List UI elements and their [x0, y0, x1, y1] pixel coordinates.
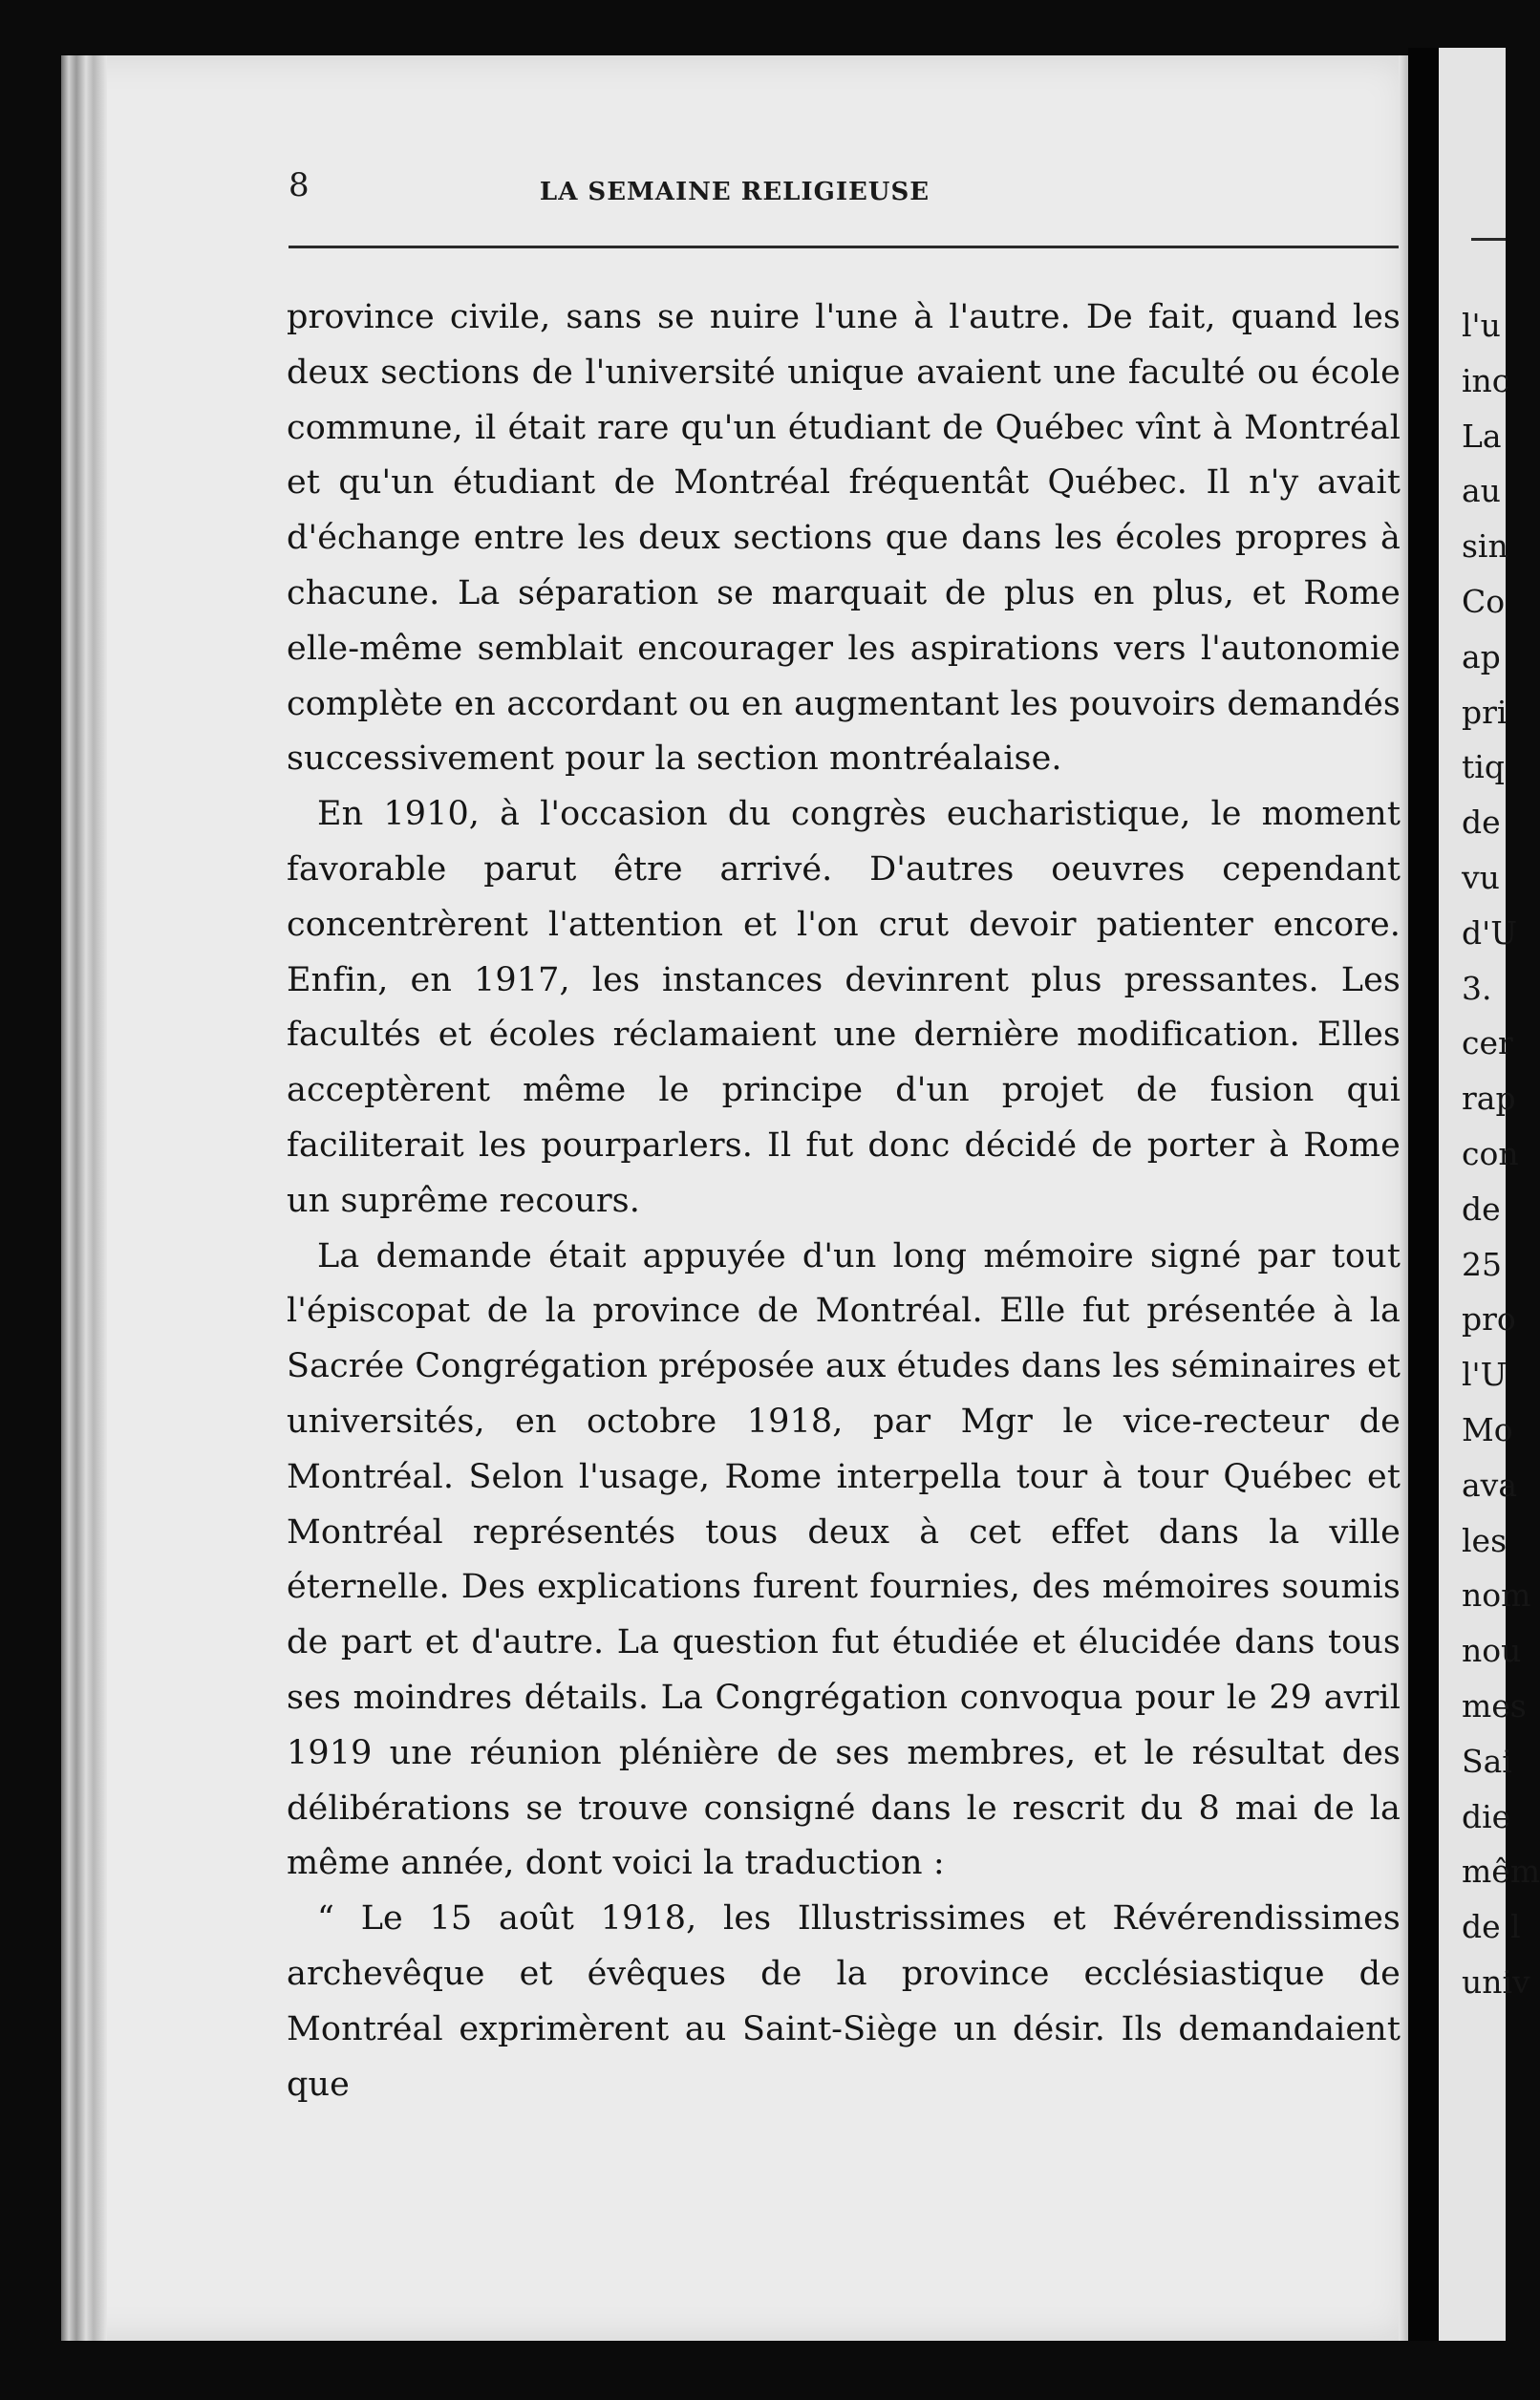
adjacent-line-fragment: mes	[1462, 1686, 1527, 1725]
adjacent-line-fragment: vu	[1462, 858, 1500, 896]
adjacent-line-fragment: sin	[1462, 527, 1508, 566]
adjacent-line-fragment: ap	[1462, 637, 1501, 675]
adjacent-line-fragment: pri	[1462, 693, 1508, 731]
adjacent-line-fragment: tiq	[1462, 748, 1505, 786]
adjacent-line-fragment: ava	[1462, 1466, 1517, 1504]
adjacent-line-fragment: mêm	[1462, 1853, 1540, 1891]
adjacent-line-fragment: univ	[1462, 1962, 1530, 2001]
adjacent-line-fragment: nom	[1462, 1576, 1531, 1615]
adjacent-header-rule	[1471, 238, 1506, 241]
adjacent-line-fragment: de l	[1462, 1908, 1521, 1946]
adjacent-line-fragment: 25	[1462, 1245, 1502, 1283]
adjacent-page-fragment	[1439, 48, 1540, 2341]
paragraph-continued: province civile, sans se nuire l'une à l'autre. De fait, quand les deux sections de l'université unique avaient une faculté ou école commune, il était rare qu'un étudiant de Québec vînt à Montréal et qu'un étudiant de Montréal fréquentât Québec. Il n'y avait d'échange entre les deux sections que dans les écoles propres à chacune. La séparation se marquait de plus en plus, et Rome elle-même semblait encourager les aspirations vers l'autonomie complète en accordant ou en augmentant les pouvoirs demandés successivement pour la section montréalaise.	[287, 298, 1401, 779]
adjacent-line-fragment: au	[1462, 472, 1501, 510]
adjacent-line-fragment: d'U	[1462, 913, 1518, 952]
book-page	[61, 55, 1408, 2341]
adjacent-line-fragment: de	[1462, 1189, 1501, 1228]
adjacent-line-fragment: nou	[1462, 1632, 1522, 1670]
page-gutter	[1408, 48, 1439, 2341]
header-rule	[289, 246, 1399, 248]
adjacent-page-lines	[1462, 298, 1540, 2010]
adjacent-line-fragment: inc	[1462, 361, 1510, 399]
adjacent-line-fragment: Mo	[1462, 1410, 1513, 1448]
adjacent-line-fragment: con	[1462, 1134, 1519, 1172]
page-number: 8	[289, 166, 310, 204]
body-text	[287, 290, 1401, 2112]
paragraph: La demande était appuyée d'un long mémoire signé par tout l'épiscopat de la province de Montréal. Elle fut présentée à la Sacrée Congrégation préposée aux études dans les séminaires et universités, en octobre 1918, par Mgr le vice-recteur de Montréal. Selon l'usage, Rome interpella tour à tour Québec et Montréal représentés tous deux à cet effet dans la ville éternelle. Des explications furent fournies, des mémoires soumis de part et d'autre. La question fut étudiée et élucidée dans tous ses moindres détails. La Congrégation convoqua pour le 29 avril 1919 une réunion plénière de ses membres, et le résultat des délibérations se trouve consigné dans le rescrit du 8 mai de la même année, dont voici la traduction :	[287, 1236, 1401, 1883]
paragraph-quotation: “ Le 15 août 1918, les Illustrissimes et Révérendissimes archevêque et évêques de la province ecclésiastique de Montréal exprimèrent au Saint-Siège un désir. Ils demandaient que	[287, 1899, 1401, 2104]
adjacent-line-fragment: l'U	[1462, 1356, 1508, 1394]
paragraph: En 1910, à l'occasion du congrès eucharistique, le moment favorable parut être arrivé. D'autres oeuvres cependant concentrèrent l'attention et l'on crut devoir patienter encore. Enfin, en 1917, les instances devinrent plus pressantes. Les facultés et écoles réclamaient une dernière modification. Elles acceptèrent même le principe d'un projet de fusion qui faciliterait les pourparlers. Il fut donc décidé de porter à Rome un suprême recours.	[287, 795, 1401, 1220]
adjacent-line-fragment: cer	[1462, 1024, 1513, 1062]
adjacent-line-fragment: 3.	[1462, 969, 1492, 1007]
adjacent-line-fragment: die	[1462, 1797, 1511, 1835]
adjacent-line-fragment: Co	[1462, 582, 1506, 620]
adjacent-line-fragment: Sai	[1462, 1742, 1512, 1780]
adjacent-line-fragment: La	[1462, 417, 1502, 455]
adjacent-line-fragment: l'u	[1462, 307, 1501, 344]
page-binding-edge	[61, 55, 107, 2341]
adjacent-line-fragment: rap	[1462, 1080, 1516, 1118]
adjacent-line-fragment: les	[1462, 1521, 1508, 1559]
adjacent-line-fragment: pro	[1462, 1300, 1516, 1339]
running-title: LA SEMAINE RELIGIEUSE	[539, 178, 930, 206]
adjacent-line-fragment: de	[1462, 804, 1501, 842]
